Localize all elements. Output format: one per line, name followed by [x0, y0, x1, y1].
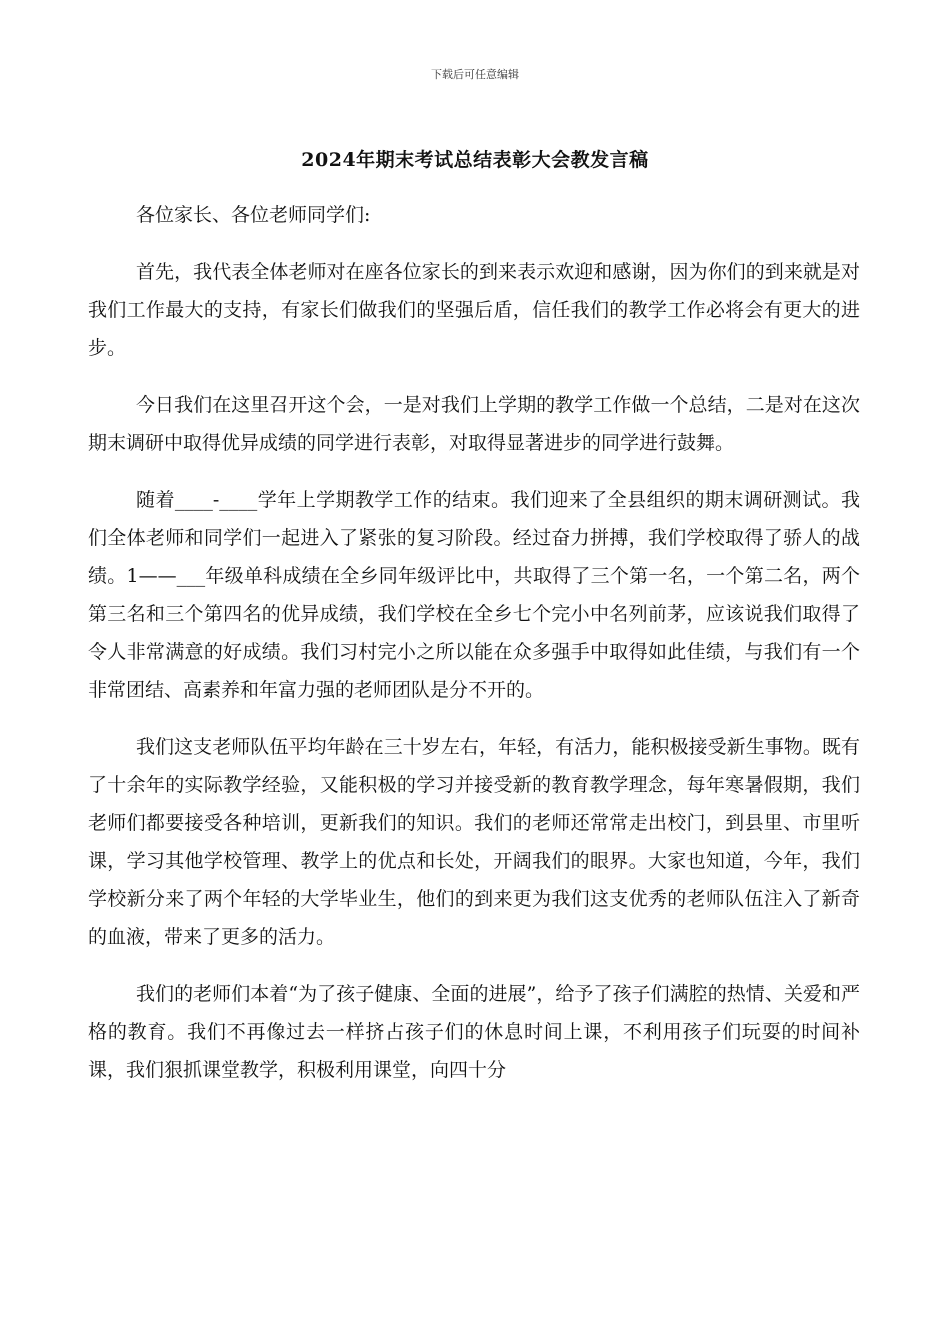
- document-title: 2024年期末考试总结表彰大会教发言稿: [301, 149, 649, 171]
- paragraph-1: 首先，我代表全体老师对在座各位家长的到来表示欢迎和感谢，因为你们的到来就是对我们工作最大的支持，有家长们做我们的坚强后盾，信任我们的教学工作必将会有更大的进步。: [88, 261, 860, 359]
- paragraph-5: 我们的老师们本着“为了孩子健康、全面的进展”，给予了孩子们满腔的热情、关爱和严格的教育。我们不再像过去一样挤占孩子们的休息时间上课，不利用孩子们玩耍的时间补课，我们狠抓课堂教学，积极利用课堂，向四十分: [88, 983, 860, 1081]
- header-note: 下载后可任意编辑: [431, 68, 519, 81]
- salutation: 各位家长、各位老师同学们:: [136, 204, 371, 226]
- document-body: [88, 196, 860, 1108]
- paragraph-3: 随着____-____学年上学期教学工作的结束。我们迎来了全县组织的期末调研测试。我们全体老师和同学们一起进入了紧张的复习阶段。经过奋力拼搏，我们学校取得了骄人的战绩。1——___年级单科成绩在全乡同年级评比中，共取得了三个第一名，一个第二名，两个第三名和三个第四名的优异成绩，我们学校在全乡七个完小中名列前茅，应该说我们取得了令人非常满意的好成绩。我们习村完小之所以能在众多强手中取得如此佳绩，与我们有一个非常团结、高素养和年富力强的老师团队是分不开的。: [88, 489, 860, 701]
- paragraph-4: 我们这支老师队伍平均年龄在三十岁左右，年轻，有活力，能积极接受新生事物。既有了十余年的实际教学经验，又能积极的学习并接受新的教育教学理念，每年寒暑假期，我们老师们都要接受各种培训，更新我们的知识。我们的老师还常常走出校门，到县里、市里听课，学习其他学校管理、教学上的优点和长处，开阔我们的眼界。大家也知道，今年，我们学校新分来了两个年轻的大学毕业生，他们的到来更为我们这支优秀的老师队伍注入了新奇的血液，带来了更多的活力。: [88, 736, 860, 948]
- paragraph-2: 今日我们在这里召开这个会，一是对我们上学期的教学工作做一个总结，二是对在这次期末调研中取得优异成绩的同学进行表彰，对取得显著进步的同学进行鼓舞。: [88, 394, 860, 454]
